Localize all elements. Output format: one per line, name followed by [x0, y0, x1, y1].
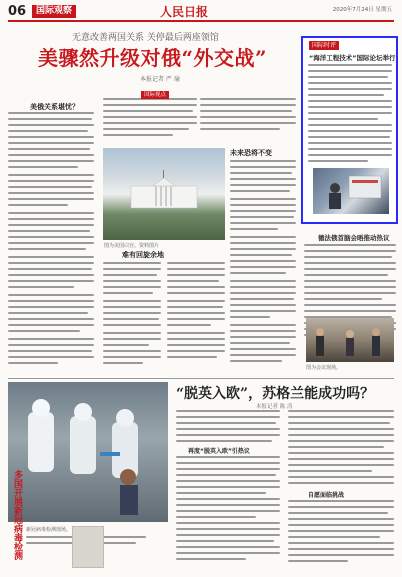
sidebar-text — [308, 64, 392, 174]
lead-intro-text — [103, 98, 197, 144]
qr-code — [72, 526, 104, 568]
lead-kicker: 无意改善两国关系 关停最后两座领馆 — [72, 33, 219, 43]
sidebar-title: “海洋工程技术”国际论坛举行 — [309, 54, 396, 62]
middle-lower-text — [103, 262, 225, 372]
header-rule — [8, 20, 394, 22]
testing-photo-caption: 新冠病毒检测现场。 — [26, 527, 72, 533]
sidebar-news-box — [301, 36, 398, 224]
right-headline: 德法俄首脑会晤推动热议 — [318, 234, 390, 242]
left-subhead: 美俄关系堪忧？ — [30, 103, 79, 111]
bottom-subhead-1: 再度“脱英入欧”引热议 — [188, 448, 250, 455]
testing-photo — [8, 382, 168, 522]
bottom-subhead-2: 自愿面临挑战 — [308, 492, 345, 499]
left-column-text — [8, 112, 94, 372]
middle-subhead-2: 难有回旋余地 — [122, 251, 164, 259]
bottom-byline: 本报记者 陈 涛 — [256, 404, 293, 410]
white-house-caption: 图为美国白宫。资料图片 — [104, 243, 160, 249]
lead-byline: 本报记者 严 瑜 — [140, 76, 180, 83]
masthead-logo: 人民日报 — [160, 5, 209, 19]
middle-subhead-1: 未来恐将不变 — [230, 149, 272, 157]
vertical-photo-caption: 多国开展新冠病毒检测 — [12, 470, 22, 560]
section-label: 国际观察 — [32, 5, 76, 18]
lead-headline: 美骤然升级对俄“外交战” — [38, 46, 268, 70]
sidebar-forum-photo — [313, 168, 389, 214]
page-number: 06 — [8, 4, 27, 19]
middle-tag: 国际视点 — [141, 91, 169, 99]
issue-date: 2020年7月24日 星期五 — [332, 7, 392, 13]
section-divider — [8, 378, 394, 379]
sidebar-tag: 国际时评 — [309, 41, 339, 50]
bottom-col-1 — [176, 410, 280, 570]
lead-intro-text-2 — [200, 98, 296, 144]
bottom-headline: “脱英入欧”，苏格兰能成功吗？ — [176, 386, 375, 402]
bottom-col-2 — [288, 410, 394, 570]
middle-right-lines — [230, 160, 296, 380]
white-house-photo — [103, 148, 225, 240]
right-photo-caption: 图为会议现场。 — [306, 365, 342, 371]
right-meeting-photo — [306, 318, 394, 362]
